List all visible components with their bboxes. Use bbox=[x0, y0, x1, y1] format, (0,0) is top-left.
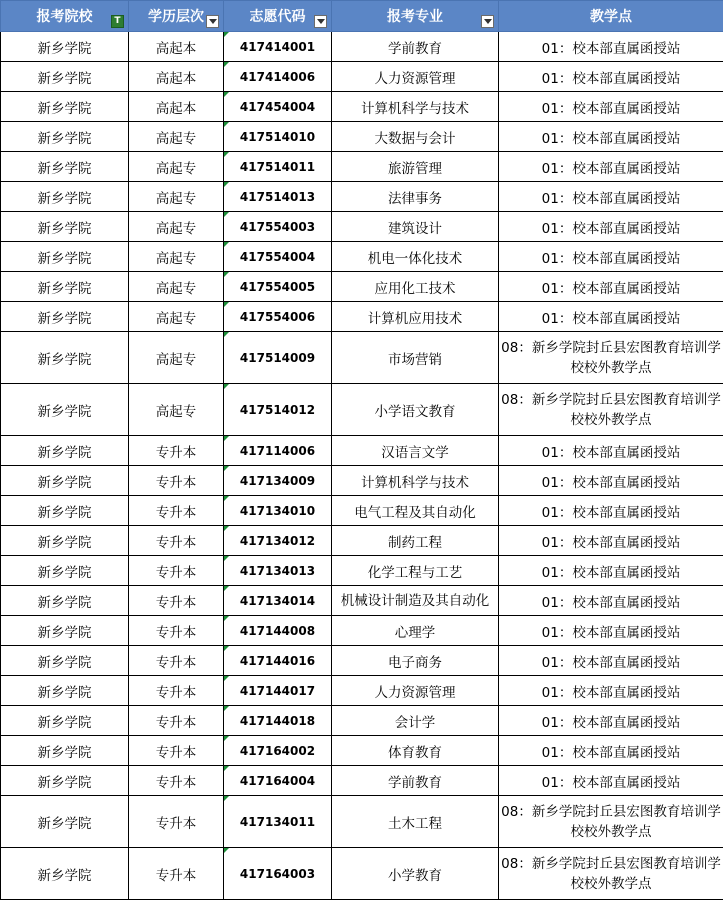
level-cell[interactable]: 专升本 bbox=[129, 706, 224, 736]
level-cell[interactable]: 专升本 bbox=[129, 736, 224, 766]
header-level-label: 学历层次 bbox=[148, 6, 204, 26]
table-row bbox=[1, 122, 723, 152]
level-cell[interactable]: 专升本 bbox=[129, 766, 224, 796]
table-row bbox=[1, 848, 723, 900]
school-cell[interactable]: 新乡学院 bbox=[1, 616, 129, 646]
filter-dropdown-icon[interactable] bbox=[206, 15, 219, 28]
school-cell[interactable]: 新乡学院 bbox=[1, 242, 129, 272]
major-cell[interactable]: 汉语言文学 bbox=[332, 436, 499, 466]
major-cell[interactable]: 旅游管理 bbox=[332, 152, 499, 182]
site-cell[interactable]: 01：校本部直属函授站 bbox=[499, 122, 723, 152]
filter-dropdown-icon[interactable] bbox=[314, 15, 327, 28]
school-cell[interactable]: 新乡学院 bbox=[1, 466, 129, 496]
table-row bbox=[1, 556, 723, 586]
code-cell[interactable]: 417414006 bbox=[224, 62, 332, 92]
major-cell[interactable]: 体育教育 bbox=[332, 736, 499, 766]
school-cell[interactable]: 新乡学院 bbox=[1, 302, 129, 332]
header-site[interactable] bbox=[499, 1, 723, 32]
major-cell[interactable]: 应用化工技术 bbox=[332, 272, 499, 302]
school-cell[interactable]: 新乡学院 bbox=[1, 526, 129, 556]
school-cell[interactable]: 新乡学院 bbox=[1, 848, 129, 900]
level-cell[interactable]: 高起专 bbox=[129, 302, 224, 332]
school-cell[interactable]: 新乡学院 bbox=[1, 556, 129, 586]
code-cell[interactable]: 417144018 bbox=[224, 706, 332, 736]
table-row bbox=[1, 182, 723, 212]
site-cell[interactable]: 01：校本部直属函授站 bbox=[499, 586, 723, 616]
code-cell[interactable]: 417114006 bbox=[224, 436, 332, 466]
site-cell[interactable]: 01：校本部直属函授站 bbox=[499, 556, 723, 586]
major-cell[interactable]: 化学工程与工艺 bbox=[332, 556, 499, 586]
major-cell[interactable]: 法律事务 bbox=[332, 182, 499, 212]
school-cell[interactable]: 新乡学院 bbox=[1, 272, 129, 302]
header-school[interactable] bbox=[1, 1, 129, 32]
table-row bbox=[1, 496, 723, 526]
header-site-label: 教学点 bbox=[590, 6, 632, 26]
level-cell[interactable]: 高起专 bbox=[129, 272, 224, 302]
table-row bbox=[1, 736, 723, 766]
level-cell[interactable]: 专升本 bbox=[129, 586, 224, 616]
code-cell[interactable]: 417134010 bbox=[224, 496, 332, 526]
school-cell[interactable]: 新乡学院 bbox=[1, 586, 129, 616]
level-cell[interactable]: 高起专 bbox=[129, 182, 224, 212]
table-row bbox=[1, 436, 723, 466]
major-cell[interactable]: 计算机科学与技术 bbox=[332, 466, 499, 496]
code-cell[interactable]: 417514012 bbox=[224, 384, 332, 436]
site-cell[interactable]: 01：校本部直属函授站 bbox=[499, 706, 723, 736]
level-cell[interactable]: 高起专 bbox=[129, 384, 224, 436]
filter-active-icon[interactable]: T bbox=[111, 15, 124, 28]
school-cell[interactable]: 新乡学院 bbox=[1, 796, 129, 848]
table-row bbox=[1, 616, 723, 646]
major-cell[interactable]: 机械设计制造及其自动化 bbox=[332, 586, 499, 616]
header-school-label: 报考院校 bbox=[37, 6, 93, 26]
level-cell[interactable]: 专升本 bbox=[129, 848, 224, 900]
school-cell[interactable]: 新乡学院 bbox=[1, 736, 129, 766]
table-row bbox=[1, 466, 723, 496]
code-cell[interactable]: 417134013 bbox=[224, 556, 332, 586]
code-cell[interactable]: 417164003 bbox=[224, 848, 332, 900]
level-cell[interactable]: 专升本 bbox=[129, 556, 224, 586]
school-cell[interactable]: 新乡学院 bbox=[1, 676, 129, 706]
code-cell[interactable]: 417554004 bbox=[224, 242, 332, 272]
site-cell[interactable]: 08：新乡学院封丘县宏图教育培训学校校外教学点 bbox=[499, 848, 723, 900]
major-cell[interactable]: 建筑设计 bbox=[332, 212, 499, 242]
table-row bbox=[1, 302, 723, 332]
table-row bbox=[1, 676, 723, 706]
code-cell[interactable]: 417164004 bbox=[224, 766, 332, 796]
code-cell[interactable]: 417554005 bbox=[224, 272, 332, 302]
site-cell[interactable]: 01：校本部直属函授站 bbox=[499, 616, 723, 646]
site-cell[interactable]: 01：校本部直属函授站 bbox=[499, 212, 723, 242]
table-row bbox=[1, 242, 723, 272]
school-cell[interactable]: 新乡学院 bbox=[1, 182, 129, 212]
header-row bbox=[1, 1, 723, 32]
major-cell[interactable]: 会计学 bbox=[332, 706, 499, 736]
table-row bbox=[1, 586, 723, 616]
table-row bbox=[1, 92, 723, 122]
major-cell[interactable]: 制药工程 bbox=[332, 526, 499, 556]
header-major[interactable] bbox=[332, 1, 499, 32]
table-row bbox=[1, 272, 723, 302]
level-cell[interactable]: 专升本 bbox=[129, 496, 224, 526]
table-row bbox=[1, 32, 723, 62]
table-row bbox=[1, 526, 723, 556]
school-cell[interactable]: 新乡学院 bbox=[1, 122, 129, 152]
major-cell[interactable]: 学前教育 bbox=[332, 766, 499, 796]
major-cell[interactable]: 心理学 bbox=[332, 616, 499, 646]
level-cell[interactable]: 高起专 bbox=[129, 152, 224, 182]
school-cell[interactable]: 新乡学院 bbox=[1, 62, 129, 92]
site-cell[interactable]: 01：校本部直属函授站 bbox=[499, 302, 723, 332]
level-cell[interactable]: 专升本 bbox=[129, 796, 224, 848]
site-cell[interactable]: 01：校本部直属函授站 bbox=[499, 62, 723, 92]
site-cell[interactable]: 01：校本部直属函授站 bbox=[499, 272, 723, 302]
major-cell[interactable]: 机电一体化技术 bbox=[332, 242, 499, 272]
site-cell[interactable]: 01：校本部直属函授站 bbox=[499, 766, 723, 796]
school-cell[interactable]: 新乡学院 bbox=[1, 152, 129, 182]
school-cell[interactable]: 新乡学院 bbox=[1, 496, 129, 526]
level-cell[interactable]: 专升本 bbox=[129, 436, 224, 466]
code-cell[interactable]: 417164002 bbox=[224, 736, 332, 766]
school-cell[interactable]: 新乡学院 bbox=[1, 766, 129, 796]
level-cell[interactable]: 高起专 bbox=[129, 332, 224, 384]
code-cell[interactable]: 417554003 bbox=[224, 212, 332, 242]
table-row bbox=[1, 212, 723, 242]
site-cell[interactable]: 08：新乡学院封丘县宏图教育培训学校校外教学点 bbox=[499, 384, 723, 436]
header-code-label: 志愿代码 bbox=[250, 6, 306, 26]
school-cell[interactable]: 新乡学院 bbox=[1, 332, 129, 384]
table-row bbox=[1, 646, 723, 676]
table-row bbox=[1, 706, 723, 736]
code-cell[interactable]: 417514010 bbox=[224, 122, 332, 152]
header-level[interactable] bbox=[129, 1, 224, 32]
level-cell[interactable]: 高起专 bbox=[129, 242, 224, 272]
code-cell[interactable]: 417414001 bbox=[224, 32, 332, 62]
level-cell[interactable]: 高起专 bbox=[129, 212, 224, 242]
site-cell[interactable]: 01：校本部直属函授站 bbox=[499, 646, 723, 676]
major-cell[interactable]: 电子商务 bbox=[332, 646, 499, 676]
site-cell[interactable]: 01：校本部直属函授站 bbox=[499, 676, 723, 706]
site-cell[interactable]: 01：校本部直属函授站 bbox=[499, 242, 723, 272]
school-cell[interactable]: 新乡学院 bbox=[1, 706, 129, 736]
school-cell[interactable]: 新乡学院 bbox=[1, 92, 129, 122]
major-cell[interactable]: 计算机科学与技术 bbox=[332, 92, 499, 122]
major-cell[interactable]: 人力资源管理 bbox=[332, 62, 499, 92]
table-row bbox=[1, 384, 723, 436]
header-code[interactable] bbox=[224, 1, 332, 32]
table-row bbox=[1, 152, 723, 182]
site-cell[interactable]: 01：校本部直属函授站 bbox=[499, 32, 723, 62]
table-row bbox=[1, 332, 723, 384]
site-cell[interactable]: 01：校本部直属函授站 bbox=[499, 436, 723, 466]
level-cell[interactable]: 高起本 bbox=[129, 62, 224, 92]
major-cell[interactable]: 土木工程 bbox=[332, 796, 499, 848]
site-cell[interactable]: 08：新乡学院封丘县宏图教育培训学校校外教学点 bbox=[499, 332, 723, 384]
major-cell[interactable]: 小学语文教育 bbox=[332, 384, 499, 436]
code-cell[interactable]: 417514011 bbox=[224, 152, 332, 182]
code-cell[interactable]: 417144008 bbox=[224, 616, 332, 646]
level-cell[interactable]: 高起本 bbox=[129, 92, 224, 122]
school-cell[interactable]: 新乡学院 bbox=[1, 32, 129, 62]
site-cell[interactable]: 01：校本部直属函授站 bbox=[499, 466, 723, 496]
school-cell[interactable]: 新乡学院 bbox=[1, 436, 129, 466]
table-row bbox=[1, 766, 723, 796]
filter-dropdown-icon[interactable] bbox=[481, 15, 494, 28]
table-row bbox=[1, 796, 723, 848]
site-cell[interactable]: 01：校本部直属函授站 bbox=[499, 496, 723, 526]
level-cell[interactable]: 专升本 bbox=[129, 526, 224, 556]
code-cell[interactable]: 417134011 bbox=[224, 796, 332, 848]
site-cell[interactable]: 01：校本部直属函授站 bbox=[499, 92, 723, 122]
level-cell[interactable]: 高起本 bbox=[129, 32, 224, 62]
site-cell[interactable]: 01：校本部直属函授站 bbox=[499, 736, 723, 766]
school-cell[interactable]: 新乡学院 bbox=[1, 646, 129, 676]
major-cell[interactable]: 人力资源管理 bbox=[332, 676, 499, 706]
level-cell[interactable]: 高起专 bbox=[129, 122, 224, 152]
site-cell[interactable]: 01：校本部直属函授站 bbox=[499, 526, 723, 556]
code-cell[interactable]: 417134009 bbox=[224, 466, 332, 496]
site-cell[interactable]: 01：校本部直属函授站 bbox=[499, 152, 723, 182]
code-cell[interactable]: 417134014 bbox=[224, 586, 332, 616]
major-cell[interactable]: 电气工程及其自动化 bbox=[332, 496, 499, 526]
code-cell[interactable]: 417514013 bbox=[224, 182, 332, 212]
code-cell[interactable]: 417144016 bbox=[224, 646, 332, 676]
school-cell[interactable]: 新乡学院 bbox=[1, 384, 129, 436]
code-cell[interactable]: 417144017 bbox=[224, 676, 332, 706]
school-cell[interactable]: 新乡学院 bbox=[1, 212, 129, 242]
code-cell[interactable]: 417454004 bbox=[224, 92, 332, 122]
site-cell[interactable]: 01：校本部直属函授站 bbox=[499, 182, 723, 212]
major-cell[interactable]: 小学教育 bbox=[332, 848, 499, 900]
header-major-label: 报考专业 bbox=[387, 6, 443, 26]
major-cell[interactable]: 学前教育 bbox=[332, 32, 499, 62]
level-cell[interactable]: 专升本 bbox=[129, 646, 224, 676]
major-cell[interactable]: 市场营销 bbox=[332, 332, 499, 384]
level-cell[interactable]: 专升本 bbox=[129, 466, 224, 496]
major-cell[interactable]: 大数据与会计 bbox=[332, 122, 499, 152]
code-cell[interactable]: 417554006 bbox=[224, 302, 332, 332]
code-cell[interactable]: 417134012 bbox=[224, 526, 332, 556]
major-cell[interactable]: 计算机应用技术 bbox=[332, 302, 499, 332]
level-cell[interactable]: 专升本 bbox=[129, 616, 224, 646]
table-row bbox=[1, 62, 723, 92]
code-cell[interactable]: 417514009 bbox=[224, 332, 332, 384]
level-cell[interactable]: 专升本 bbox=[129, 676, 224, 706]
site-cell[interactable]: 08：新乡学院封丘县宏图教育培训学校校外教学点 bbox=[499, 796, 723, 848]
